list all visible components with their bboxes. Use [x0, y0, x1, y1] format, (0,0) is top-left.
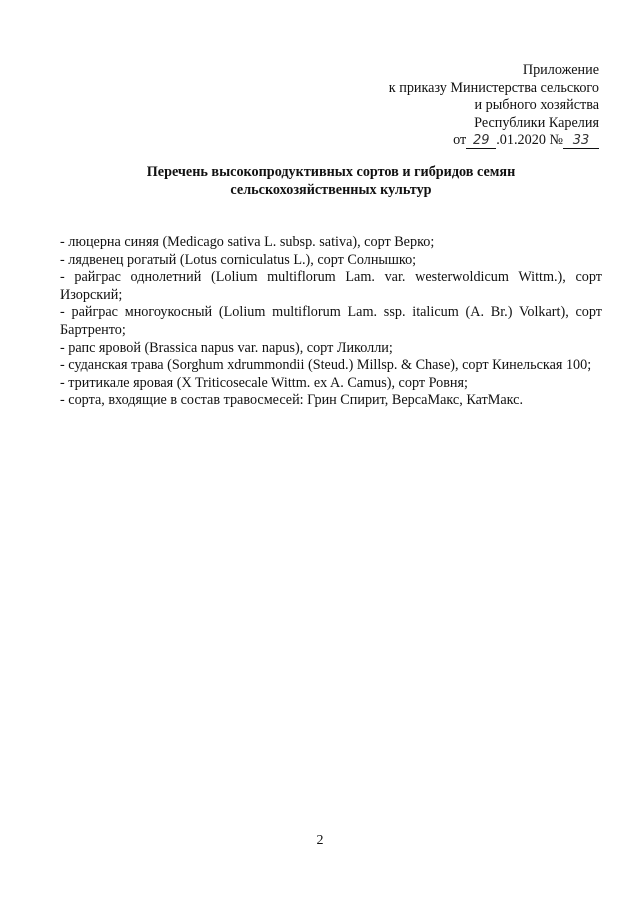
list-item: - лядвенец рогатый (Lotus corniculatus L.), сорт Солнышко;: [60, 251, 417, 268]
date-prefix: от: [453, 132, 467, 149]
list-item: - суданская трава (Sorghum xdrummondii (Steud.) Millsp. & Chase), сорт Кинельская 100;: [60, 357, 592, 374]
order-date-line: [389, 132, 599, 150]
appendix-line-1: Приложение: [522, 62, 599, 78]
appendix-header: [389, 62, 599, 150]
page-number: 2: [316, 833, 324, 848]
list-item: - райграс однолетний (Lolium multiflorum Lam. var. westerwoldicum Wittm.), сорт Изорский;: [60, 269, 602, 303]
list-item: - рапс яровой (Brassica napus var. napus), сорт Ликолли;: [60, 339, 393, 356]
appendix-line-3: и рыбного хозяйства: [474, 97, 599, 114]
list-item: - люцерна синяя (Medicago sativa L. subsp. sativa), сорт Верко;: [60, 234, 435, 250]
varieties-list: [60, 234, 602, 410]
list-item: - райграс многоукосный (Lolium multiflorum Lam. ssp. italicum (A. Br.) Volkart), сорт Бартренто;: [60, 304, 602, 338]
appendix-line-2: к приказу Министерства сельского: [388, 79, 599, 96]
list-item: - тритикале яровая (X Triticosecale Wittm. ex A. Camus), сорт Ровня;: [60, 374, 468, 391]
handwritten-order-number: 33: [563, 134, 599, 149]
list-item: - сорта, входящие в состав травосмесей: Грин Спирит, ВерсаМакс, КатМакс.: [60, 392, 524, 409]
document-title: [60, 164, 602, 199]
appendix-line-4: Республики Карелия: [474, 114, 599, 131]
title-line-1: Перечень высокопродуктивных сортов и гибридов семян: [146, 164, 516, 180]
date-rest: .01.2020 №: [496, 132, 563, 149]
handwritten-day: 29: [466, 134, 496, 149]
title-line-2: сельскохозяйственных культур: [230, 181, 432, 198]
